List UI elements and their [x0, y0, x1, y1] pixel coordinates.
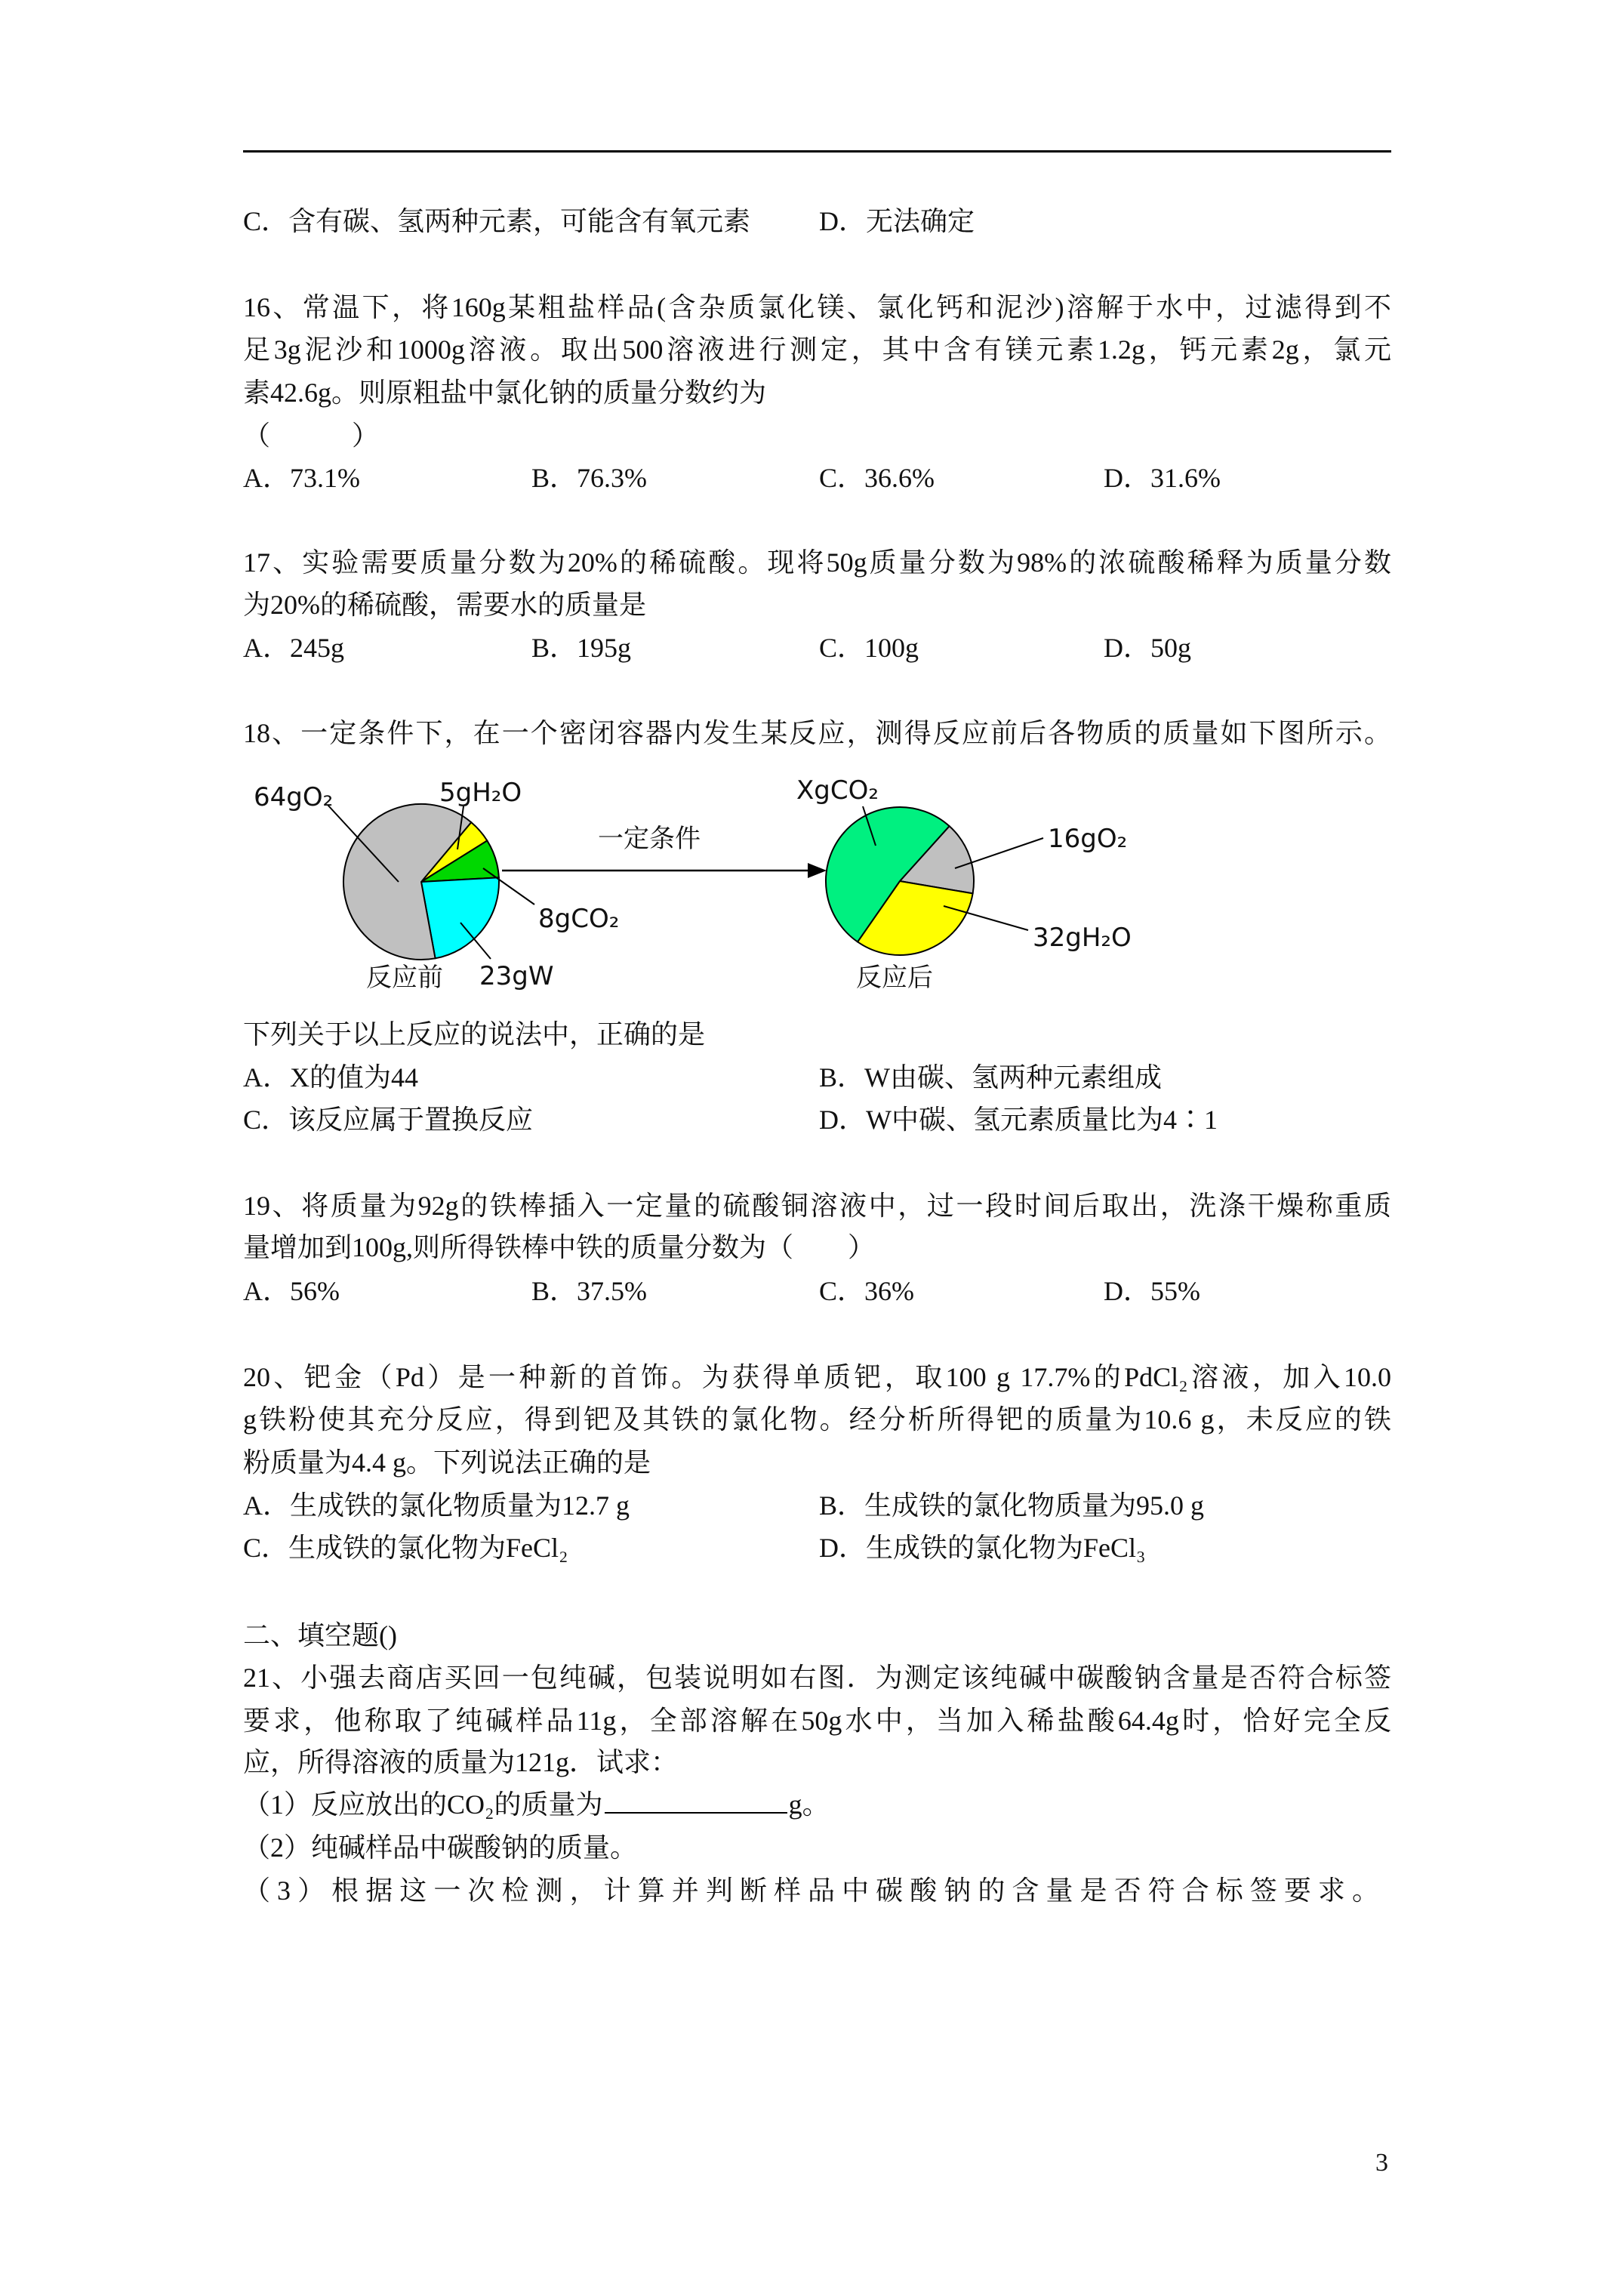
q21-stem-line: 21、小强去商店买回一包纯碱，包装说明如右图．为测定该纯碱中碳酸钠含量是否符合标签 — [243, 1663, 1391, 1693]
q17-option-c: C．100g — [819, 633, 919, 663]
q20-option-d: D．生成铁的氯化物为FeCl₃ — [819, 1533, 1146, 1563]
label-co2-after: XgCO₂ — [796, 775, 879, 806]
q20-stem-line: g铁粉使其充分反应，得到钯及其铁的氯化物。经分析所得钯的质量为10.6 g，未反应的铁 — [243, 1404, 1391, 1435]
q20-option-c: C．生成铁的氯化物为FeCl₂ — [243, 1533, 568, 1563]
reaction-pie-figure — [0, 755, 1623, 1012]
caption-after: 反应后 — [856, 963, 933, 993]
reaction-arrow-head — [808, 863, 827, 878]
arrow-label: 一定条件 — [598, 824, 701, 854]
q21-subquestion-1 — [243, 1789, 830, 1820]
q18-prompt: 下列关于以上反应的说法中，正确的是 — [243, 1019, 706, 1049]
q18-option-a: A．X的值为44 — [243, 1062, 418, 1093]
q16-option-b: B．76.3% — [531, 463, 648, 493]
q19-option-d: D．55% — [1104, 1276, 1200, 1306]
q16-answer-blank: （ ） — [243, 421, 380, 451]
q17-option-a: A．245g — [243, 633, 344, 663]
section-title: 二、填空题() — [243, 1620, 397, 1650]
caption-before: 反应前 — [366, 963, 443, 993]
q18-option-b: B．W由碳、氢两种元素组成 — [819, 1062, 1162, 1093]
q19-option-a: A．56% — [243, 1276, 340, 1306]
q21-subquestion-2: （2）纯碱样品中碳酸钠的质量。 — [243, 1832, 638, 1863]
q16-stem-line: 素42.6g。则原粗盐中氯化钠的质量分数约为 — [243, 378, 767, 408]
label-w-before: 23gW — [479, 961, 554, 991]
q17-option-d: D．50g — [1104, 633, 1191, 663]
label-o2-after: 16gO₂ — [1048, 824, 1128, 854]
q21-stem-line: 要求，他称取了纯碱样品11g，全部溶解在50g水中，当加入稀盐酸64.4g时，恰好完全反 — [243, 1706, 1391, 1736]
q19-option-c: C．36% — [819, 1276, 915, 1306]
q21-sub1-text: （1）反应放出的CO₂的质量为 — [243, 1789, 603, 1820]
q17-stem-line: 17、实验需要质量分数为20%的稀硫酸。现将50g质量分数为98%的浓硫酸稀释为质量分数 — [243, 547, 1391, 578]
q20-option-b: B．生成铁的氯化物质量为95.0 g — [819, 1490, 1205, 1521]
q19-stem-line: 量增加到100g,则所得铁棒中铁的质量分数为（ ） — [243, 1232, 876, 1262]
label-co2-before: 8gCO₂ — [538, 904, 620, 934]
q19-stem-line: 19、将质量为92g的铁棒插入一定量的硫酸铜溶液中，过一段时间后取出，洗涤干燥称重质 — [243, 1191, 1391, 1221]
q20-stem-line: 粉质量为4.4 g。下列说法正确的是 — [243, 1447, 651, 1478]
q17-option-b: B．195g — [531, 633, 632, 663]
q15-option-d: D．无法确定 — [819, 206, 975, 236]
q21-stem-line: 应，所得溶液的质量为121g．试求： — [243, 1747, 679, 1777]
q18-stem-line: 18、一定条件下，在一个密闭容器内发生某反应，测得反应前后各物质的质量如下图所示。 — [243, 718, 1391, 748]
q17-stem-line: 为20%的稀硫酸，需要水的质量是 — [243, 590, 646, 620]
label-h2o-after: 32gH₂O — [1033, 923, 1132, 953]
label-h2o-before: 5gH₂O — [439, 778, 522, 808]
q16-option-a: A．73.1% — [243, 463, 360, 493]
pie-chart-before — [343, 804, 499, 960]
q18-option-c: C．该反应属于置换反应 — [243, 1105, 534, 1135]
q15-option-c: C．含有碳、氢两种元素，可能含有氧元素 — [243, 206, 751, 236]
q16-option-d: D．31.6% — [1104, 463, 1221, 493]
page-number: 3 — [1375, 2149, 1388, 2177]
answer-blank-line — [605, 1789, 787, 1814]
pie-chart-after — [826, 807, 974, 955]
q16-option-c: C．36.6% — [819, 463, 935, 493]
q18-option-d: D．W中碳、氢元素质量比为4∶1 — [819, 1105, 1218, 1135]
q19-option-b: B．37.5% — [531, 1276, 648, 1306]
q16-stem-line: 足3g泥沙和1000g溶液。取出500溶液进行测定，其中含有镁元素1.2g，钙元素2g，氯元 — [243, 334, 1391, 365]
q16-stem-line: 16、常温下，将160g某粗盐样品(含杂质氯化镁、氯化钙和泥沙)溶解于水中，过滤得到不 — [243, 292, 1391, 322]
label-o2-before: 64gO₂ — [254, 782, 334, 812]
q20-option-a: A．生成铁的氯化物质量为12.7 g — [243, 1490, 630, 1521]
q21-subquestion-3: （3）根据这一次检测，计算并判断样品中碳酸钠的含量是否符合标签要求。 — [243, 1875, 1379, 1906]
q20-stem-line: 20、钯金（Pd）是一种新的首饰。为获得单质钯，取100 g 17.7%的PdCl₂溶液，加入10.0 — [243, 1362, 1391, 1392]
header-rule — [243, 150, 1391, 153]
q21-sub1-unit: g。 — [788, 1789, 830, 1820]
